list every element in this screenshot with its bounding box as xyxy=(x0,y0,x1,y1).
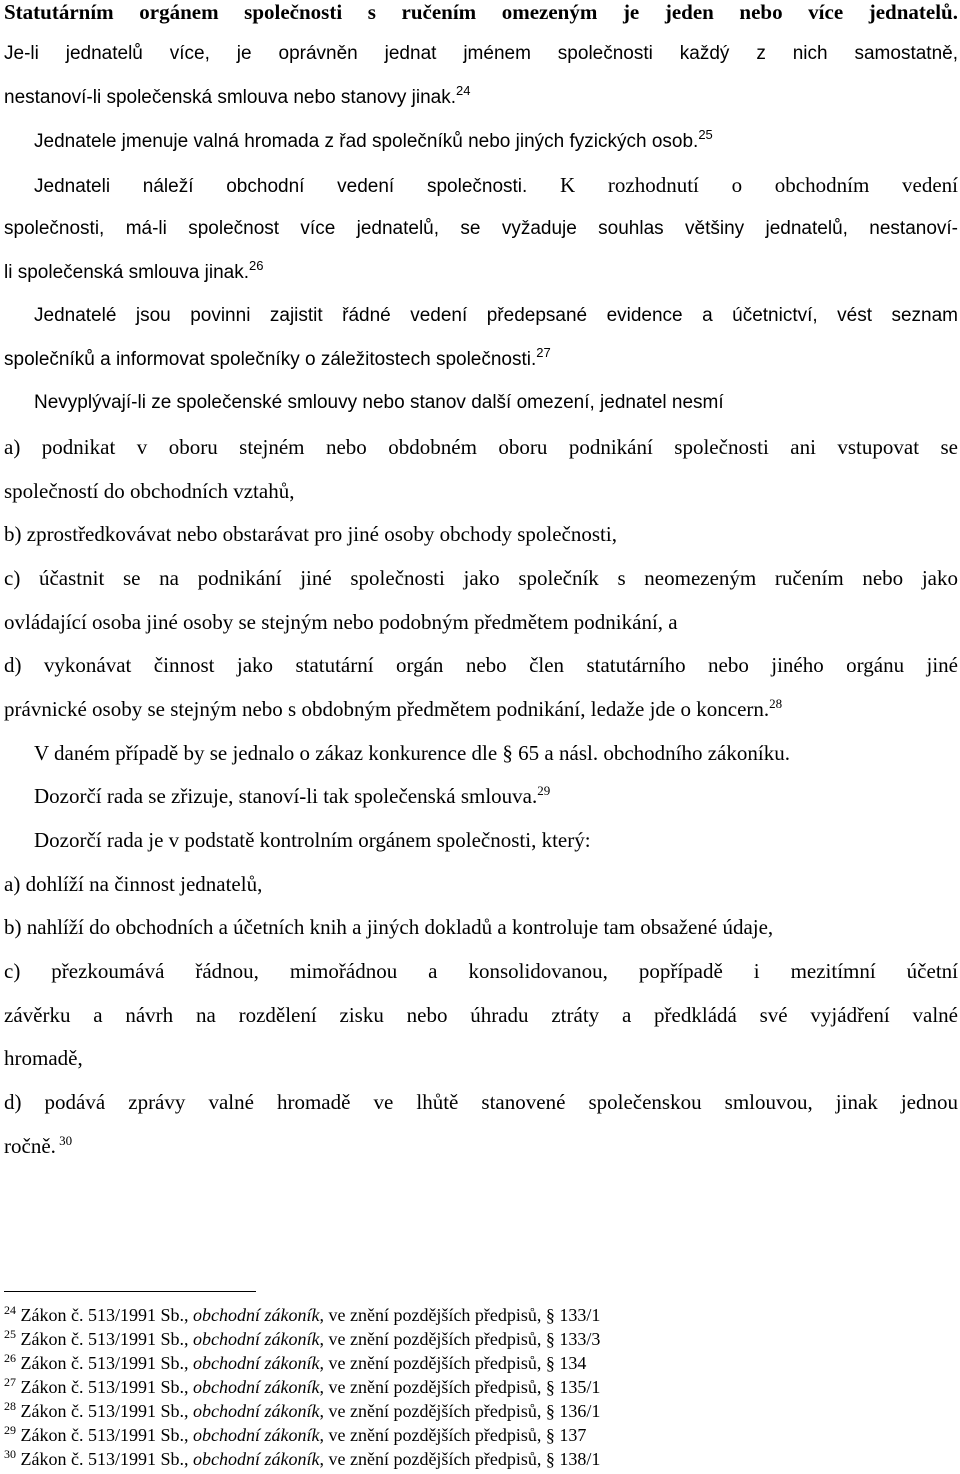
text-line: hromadě, xyxy=(4,1046,83,1070)
footnote-ref: 24 xyxy=(456,83,471,98)
text-line: závěrku a návrh na rozdělení zisku nebo úhradu ztráty a předkládá své vyjádření valné xyxy=(4,1003,958,1027)
text-line: Jednateli náleží obchodní vedení společnosti. K rozhodnutí o obchodním vedení xyxy=(34,173,958,197)
footnote-number: 24 xyxy=(4,1303,16,1317)
text-line: c) účastnit se na podnikání jiné společnosti jako společník s neomezeným ručením nebo jako xyxy=(4,566,958,590)
footnote-number: 30 xyxy=(4,1447,16,1461)
text-line: společností do obchodních vztahů, xyxy=(4,479,295,503)
text-line: Jednatelé jsou povinni zajistit řádné vedení předepsané evidence a účetnictví, vést seznam xyxy=(34,305,958,326)
text-line: b) nahlíží do obchodních a účetních knih a jiných dokladů a kontroluje tam obsažené údaje, xyxy=(4,915,774,939)
footnote-number: 26 xyxy=(4,1351,16,1365)
footnote: $^{26}$ Zákon č. 513/1991 Sb., obchodní zákoník, ve znění pozdějších předpisů, § 134 xyxy=(4,1351,587,1373)
text-line: právnické osoby se stejným nebo s obdobným předmětem podnikání, ledaže jde o koncern.$^{28}$ xyxy=(4,696,783,721)
text-line: V daném případě by se jednalo o zákaz konkurence dle § 65 a násl. obchodního zákoníku. xyxy=(34,741,790,765)
text-line: ročně. $^{30}$ xyxy=(4,1133,73,1158)
text-line: d) vykonávat činnost jako statutární orgán nebo člen statutárního nebo jiného orgánu jiné xyxy=(4,653,958,677)
footnote: $^{24}$ Zákon č. 513/1991 Sb., obchodní zákoník, ve znění pozdějších předpisů, § 133/1 xyxy=(4,1303,601,1325)
footnote: $^{25}$ Zákon č. 513/1991 Sb., obchodní zákoník, ve znění pozdějších předpisů, § 133/3 xyxy=(4,1327,601,1349)
footnote-ref: 25 xyxy=(698,127,713,142)
text-line: Jednatele jmenuje valná hromada z řad společníků nebo jiných fyzických osob.$^{25}$ xyxy=(34,127,713,152)
text-line: c) přezkoumává řádnou, mimořádnou a konsolidovanou, popřípadě i mezitímní účetní xyxy=(4,959,958,983)
footnote-ref: 29 xyxy=(537,783,551,798)
footnote: $^{27}$ Zákon č. 513/1991 Sb., obchodní zákoník, ve znění pozdějších předpisů, § 135/1 xyxy=(4,1375,601,1397)
footnote-number: 29 xyxy=(4,1423,16,1437)
footnote-number: 25 xyxy=(4,1327,16,1341)
footnote: $^{30}$ Zákon č. 513/1991 Sb., obchodní zákoník, ve znění pozdějších předpisů, § 138/1 xyxy=(4,1447,601,1469)
footnote-ref: 28 xyxy=(769,696,783,711)
text-line: Nevyplývají-li ze společenské smlouvy nebo stanov další omezení, jednatel nesmí xyxy=(34,392,724,413)
footnote: $^{29}$ Zákon č. 513/1991 Sb., obchodní zákoník, ve znění pozdějších předpisů, § 137 xyxy=(4,1423,587,1445)
footnote-ref: 26 xyxy=(249,258,264,273)
footnote-number: 28 xyxy=(4,1399,16,1413)
text-line: a) podnikat v oboru stejném nebo obdobném oboru podnikání společnosti ani vstupovat se xyxy=(4,435,958,459)
text-line: nestanoví-li společenská smlouva nebo stanovy jinak.$^{24}$ xyxy=(4,83,471,108)
text-line: společnosti, má-li společnost více jednatelů, se vyžaduje souhlas většiny jednatelů, nestanoví- xyxy=(4,218,958,239)
footnote-separator xyxy=(4,1291,256,1292)
footnote-number: 27 xyxy=(4,1375,16,1389)
text-line: a) dohlíží na činnost jednatelů, xyxy=(4,872,263,896)
heading-line: Statutárním orgánem společnosti s ručením omezeným je jeden nebo více jednatelů. xyxy=(4,0,958,24)
text-line: Je-li jednatelů více, je oprávněn jednat jménem společnosti každý z nich samostatně, xyxy=(4,43,958,64)
footnote: $^{28}$ Zákon č. 513/1991 Sb., obchodní zákoník, ve znění pozdějších předpisů, § 136/1 xyxy=(4,1399,601,1421)
text-line: společníků a informovat společníky o záležitostech společnosti.$^{27}$ xyxy=(4,345,551,370)
footnote-ref: 27 xyxy=(536,345,551,360)
text-line: Dozorčí rada se zřizuje, stanoví-li tak společenská smlouva.$^{29}$ xyxy=(34,783,551,808)
text-line: Dozorčí rada je v podstatě kontrolním orgánem společnosti, který: xyxy=(34,828,591,852)
text-line: li společenská smlouva jinak.$^{26}$ xyxy=(4,258,264,283)
text-line: b) zprostředkovávat nebo obstarávat pro jiné osoby obchody společnosti, xyxy=(4,522,617,546)
footnote-ref: 30 xyxy=(55,1133,73,1148)
text-line: ovládající osoba jiné osoby se stejným nebo podobným předmětem podnikání, a xyxy=(4,610,678,634)
text-line: d) podává zprávy valné hromadě ve lhůtě stanovené společenskou smlouvou, jinak jednou xyxy=(4,1090,958,1114)
